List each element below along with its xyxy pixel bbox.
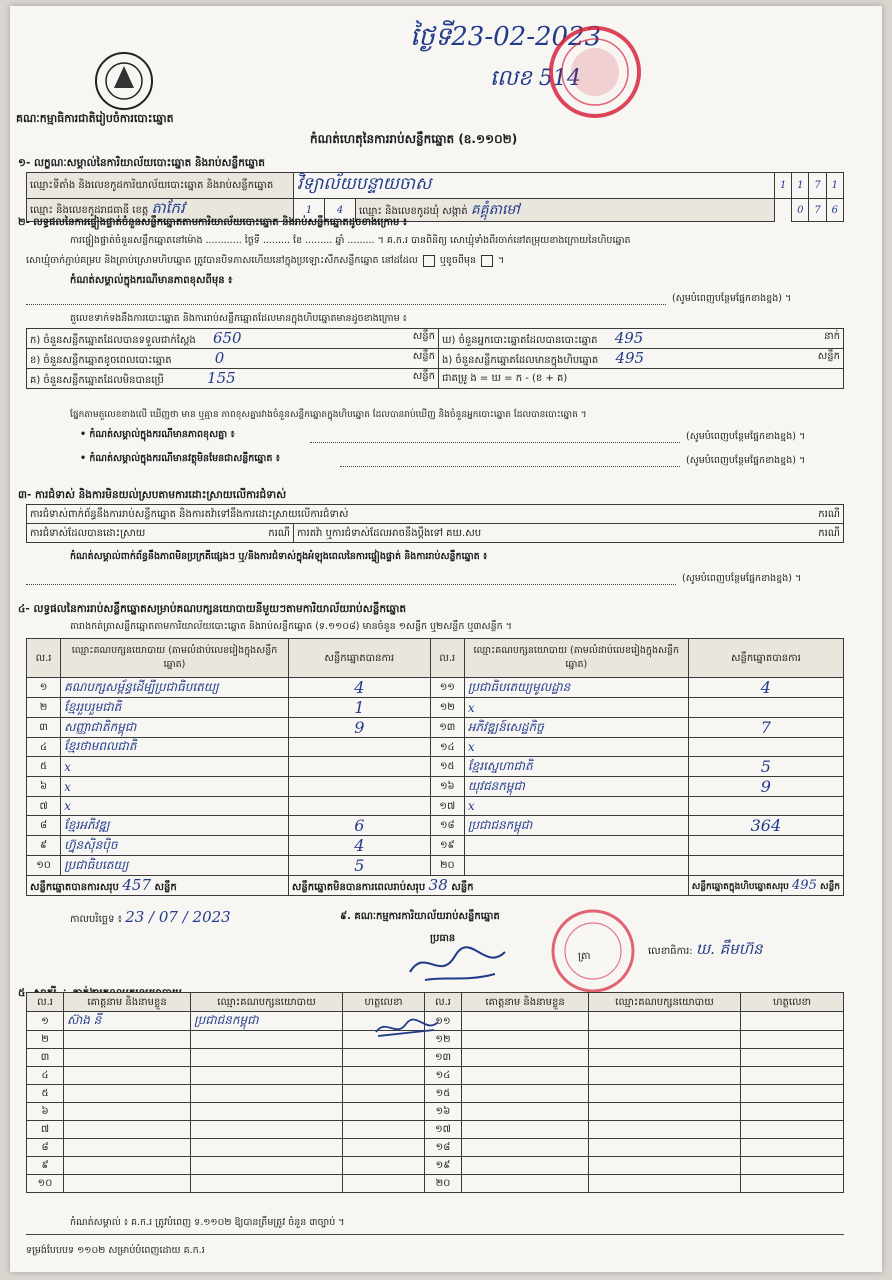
witness-party <box>191 1049 343 1067</box>
results-row <box>27 698 844 718</box>
party-name: ហ្វ៊ុនស៊ិនប៉ិច <box>61 836 289 856</box>
witness-party <box>191 1139 343 1157</box>
witness-party <box>191 1175 343 1193</box>
results-header-votes-2: សន្លឹកឆ្នោតបានការ <box>688 639 843 678</box>
party-name: គណបក្សសម្ព័ន្ធដើម្បីប្រជាធិបតេយ្យ <box>61 678 289 698</box>
figures-intro: តួលេខទាក់ទងនឹងការបោះឆ្នោត និងការរាប់សន្លឹកឆ្នោតដែលមានក្នុងហិបឆ្នោតមានដូចខាងក្រោម ៖ <box>70 313 407 324</box>
party-no: ១០ <box>27 856 61 876</box>
party-votes: 364 <box>688 816 843 836</box>
party-name: អភិវឌ្ឍន៍សេដ្ឋកិច្ច <box>464 718 688 738</box>
witness-row <box>27 1085 844 1103</box>
witness-name <box>462 1175 589 1193</box>
party-no: ៤ <box>27 738 61 757</box>
party-votes: 9 <box>288 718 430 738</box>
chair-signature <box>405 942 515 988</box>
results-row <box>27 856 844 876</box>
witness-party <box>191 1067 343 1085</box>
received-ballots-value: 650 <box>212 329 242 347</box>
witness-header-name: គោត្តនាម និងនាមខ្លួន <box>64 993 191 1012</box>
witness-sign <box>343 1175 425 1193</box>
witness-name <box>462 1031 589 1049</box>
verification-line-1: ការផ្ទៀងផ្ទាត់ចំនួនសន្លឹកឆ្នោតនៅម៉ោង ............ ថ្ងៃទី ......... ខែ ......... ឆ្នាំ ......... ។ គ.ក.រ បានពិនិត្យ សោឃ្មុំទាំងពីរចាក់នៅតម្រុយខាងក្រោយនៃហិបឆ្នោត <box>70 235 631 246</box>
objections-table <box>26 504 844 543</box>
witness-name <box>64 1049 191 1067</box>
witness-no: ៧ <box>27 1121 64 1139</box>
witness-name: ស៊ាង នី <box>64 1012 191 1031</box>
witness-sign <box>343 1121 425 1139</box>
party-no: ៣ <box>27 718 61 738</box>
party-no: ២ <box>27 698 61 718</box>
unused-ballots-value: 155 <box>207 369 236 387</box>
witness-name <box>64 1139 191 1157</box>
spoiled-ballots-label: ខ) ចំនួនសន្លឹកឆ្នោតខូចពេលបោះឆ្នោត <box>30 355 172 366</box>
party-name: ខ្មែររួបរួមជាតិ <box>61 698 289 718</box>
witness-name <box>462 1121 589 1139</box>
witness-row <box>27 1121 844 1139</box>
party-votes: 4 <box>288 678 430 698</box>
witness-party <box>589 1121 741 1139</box>
verification-line-2: សោឃ្មុំចាក់ភ្ជាប់គម្រប និងត្រាប់ស្រោមហិបឆ្នោត ត្រូវបានបិទភាសហើយនៅក្នុងប្រឡោះសឹកសន្លឹកឆ្នោត នៅដដែល ឬខូចពីមុន ។ <box>26 255 505 266</box>
witness-name <box>64 1157 191 1175</box>
party-no: ២០ <box>430 856 464 876</box>
witness-sign <box>741 1175 844 1193</box>
results-header-no-2: ល.រ <box>430 639 464 678</box>
witness-sign <box>741 1157 844 1175</box>
party-no: ៥ <box>27 757 61 777</box>
witness-no: ៣ <box>27 1049 64 1067</box>
total-valid-value: 457 <box>122 876 151 894</box>
party-votes: 6 <box>288 816 430 836</box>
results-header-party: ឈ្មោះគណបក្សនយោបាយ (តាមលំដាប់លេខរៀងក្នុងសន្លឹកឆ្នោត) <box>61 639 289 678</box>
witness-header-sign-2: ហត្ថលេខា <box>741 993 844 1012</box>
official-stamp <box>535 20 655 120</box>
witness-header-sign: ហត្ថលេខា <box>343 993 425 1012</box>
party-no: ៦ <box>27 777 61 797</box>
results-row <box>27 797 844 816</box>
results-row <box>27 738 844 757</box>
fill-note-3: (សូមបំពេញបន្ថែមផ្នែកខាងខ្នង) ។ <box>686 455 806 466</box>
party-votes: 7 <box>688 718 843 738</box>
party-no: ១១ <box>430 678 464 698</box>
witness-party <box>191 1121 343 1139</box>
results-row <box>27 718 844 738</box>
witness-sign <box>343 1157 425 1175</box>
form-page <box>10 6 882 1272</box>
location-name-value: វិទ្យាល័យបន្ទាយចាស <box>297 174 432 194</box>
witness-row <box>27 1139 844 1157</box>
unused-ballots-label: គ) ចំនួនសន្លឹកឆ្នោតដែលមិនបានប្រើ <box>30 375 164 386</box>
total-invalid: សន្លឹកឆ្នោតមិនបានការពេលរាប់សរុប 38 សន្លឹក <box>288 876 688 896</box>
witness-party: ប្រជាជនកម្ពុជា <box>191 1012 343 1031</box>
witness-name <box>462 1157 589 1175</box>
witness-row <box>27 1103 844 1121</box>
witness-party <box>589 1049 741 1067</box>
party-no: ១៥ <box>430 757 464 777</box>
witness-name <box>462 1012 589 1031</box>
province-code-1: 1 <box>294 199 325 222</box>
witness-row <box>27 1049 844 1067</box>
witness-party <box>589 1012 741 1031</box>
witness-no: ១១ <box>425 1012 462 1031</box>
party-no: ១៤ <box>430 738 464 757</box>
location-code-2: 1 <box>792 173 809 199</box>
witness-row <box>27 1067 844 1085</box>
party-no: ១ <box>27 678 61 698</box>
party-name <box>464 836 688 856</box>
ballots-in-box-label: ង) ចំនួនសន្លឹកឆ្នោតដែលមានក្នុងហិបឆ្នោត <box>442 355 599 366</box>
party-name: x <box>464 738 688 757</box>
witness-no: ៨ <box>27 1139 64 1157</box>
party-votes: 4 <box>288 836 430 856</box>
party-name: យុវជនកម្ពុជា <box>464 777 688 797</box>
tally-sheet-intro: តារាងកត់ត្រាសន្លឹកឆ្នោតតាមការិយាល័យបោះឆ្នោត និងរាប់សន្លឹកឆ្នោត (ទ.១១០៨) មានចំនួន ១សន្លឹក ឬ២សន្លឹក ឬ៣សន្លឹក ។ <box>70 621 512 632</box>
witness-sign <box>343 1067 425 1085</box>
section-1-title: ១- លក្ខណៈសម្គាល់នៃការិយាល័យបោះឆ្នោត និងរាប់សន្លឹកឆ្នោត <box>18 157 265 169</box>
bullet-discrepancy: • កំណត់សម្គាល់ក្នុងករណីមានភាពខុសគ្នា ៖ <box>80 429 235 440</box>
total-invalid-value: 38 <box>428 876 448 894</box>
party-votes <box>688 856 843 876</box>
witness-sign <box>343 1085 425 1103</box>
org-name: គណៈកម្មាធិការជាតិរៀបចំការបោះឆ្នោត <box>16 112 174 125</box>
witness-no: ១៨ <box>425 1139 462 1157</box>
results-row <box>27 777 844 797</box>
location-code-4: 1 <box>826 173 843 199</box>
witness-no: ១៤ <box>425 1067 462 1085</box>
party-votes: 5 <box>288 856 430 876</box>
province-code-2: 4 <box>325 199 356 222</box>
witness-name <box>462 1049 589 1067</box>
witness-no: ១៧ <box>425 1121 462 1139</box>
witness-sign <box>741 1139 844 1157</box>
witness-sign <box>741 1049 844 1067</box>
party-votes: 5 <box>688 757 843 777</box>
committee-label: ៩. គណៈកម្មការការិយាល័យរាប់សន្លឹកឆ្នោត <box>340 911 500 922</box>
ballots-in-box-value: 495 <box>615 349 645 367</box>
witness-header-party-2: ឈ្មោះគណបក្សនយោបាយ <box>589 993 741 1012</box>
stamp-label: ត្រា <box>578 951 591 962</box>
witness-no: ១០ <box>27 1175 64 1193</box>
party-name: x <box>61 797 289 816</box>
witness-name <box>462 1139 589 1157</box>
party-no: ១៣ <box>430 718 464 738</box>
party-name: x <box>464 797 688 816</box>
commune-value: គគ្គុំតាមៅ <box>470 201 520 218</box>
witness-party <box>191 1031 343 1049</box>
fill-note-4: (សូមបំពេញបន្ថែមផ្នែកខាងខ្នង) ។ <box>682 573 802 584</box>
party-votes <box>688 836 843 856</box>
results-row <box>27 836 844 856</box>
party-no: ១៧ <box>430 797 464 816</box>
party-no: ១៩ <box>430 836 464 856</box>
witness-name <box>64 1085 191 1103</box>
party-no: ១៨ <box>430 816 464 836</box>
party-no: ៨ <box>27 816 61 836</box>
witness-name <box>64 1067 191 1085</box>
nec-logo <box>88 48 160 114</box>
witness-sign <box>741 1067 844 1085</box>
party-name: x <box>61 777 289 797</box>
objection-row-1: ការជំទាស់ពាក់ព័ន្ធនឹងការរាប់សន្លឹកឆ្នោត និងការតវ៉ាទៅនឹងការដោះស្រាយលើការជំទាស់ ករណី <box>27 505 844 524</box>
voters-value: 495 <box>614 329 644 347</box>
broken-checkbox <box>481 255 493 267</box>
party-name: x <box>61 757 289 777</box>
party-votes <box>288 797 430 816</box>
handwritten-number: លេខ 514 <box>490 66 581 91</box>
witness-party <box>589 1031 741 1049</box>
form-title: កំណត់ហេតុនៃការរាប់សន្លឹកឆ្នោត (ឧ.១១០២) <box>310 132 518 146</box>
committee-stamp <box>548 906 638 996</box>
party-name: ខ្មែរស្នេហាជាតិ <box>464 757 688 777</box>
witness-no: ៩ <box>27 1157 64 1175</box>
witness-sign <box>343 1049 425 1067</box>
results-header-no: ល.រ <box>27 639 61 678</box>
witness-header-party: ឈ្មោះគណបក្សនយោបាយ <box>191 993 343 1012</box>
resolved-objection: ការជំទាស់ដែលបានដោះស្រាយ ករណី <box>27 524 294 543</box>
party-votes: 1 <box>288 698 430 718</box>
voters-label: ឃ) ចំនួនអ្នកបោះឆ្នោតដែលបានបោះឆ្នោត <box>442 335 598 346</box>
party-no: ៩ <box>27 836 61 856</box>
witness-party <box>589 1103 741 1121</box>
section-4-title: ៤- លទ្ធផលនៃការរាប់សន្លឹកឆ្នោតសម្រាប់គណបក្សនយោបាយនីមួយៗតាមការិយាល័យរាប់សន្លឹកឆ្នោត <box>18 603 407 615</box>
difference-note-label: កំណត់សម្គាល់ក្នុងករណីមានភាពខុសពីមុន ៖ <box>70 275 233 286</box>
witness-no: ១ <box>27 1012 64 1031</box>
witness-party <box>191 1103 343 1121</box>
witness-no: ៤ <box>27 1067 64 1085</box>
fill-note-1: (សូមបំពេញបន្ថែមផ្នែកខាងខ្នង) ។ <box>672 293 792 304</box>
commune-code-2: 7 <box>809 199 826 222</box>
section-3-title: ៣- ការជំទាស់ និងការមិនយល់ស្របតាមការដោះស្រាយលើការជំទាស់ <box>18 489 287 501</box>
party-votes <box>688 797 843 816</box>
witness-party <box>191 1085 343 1103</box>
party-name <box>464 856 688 876</box>
witness-sign <box>741 1031 844 1049</box>
date-value: 23 / 07 / 2023 <box>125 908 231 926</box>
bullet-non-ballot: • កំណត់សម្គាល់ក្នុងករណីមានវត្ថុមិនមែនជាសន្លឹកឆ្នោត ៖ <box>80 453 280 464</box>
witness-sign <box>741 1012 844 1031</box>
party-name: ប្រជាធិបតេយ្យ <box>61 856 289 876</box>
section-2-title: ២- លទ្ធផលនៃការផ្ទៀងផ្ទាត់ចំនួនសន្លឹកឆ្នោតតាមការិយាល័យបោះឆ្នោត និងរាប់សន្លឹកឆ្នោតដូចខាងក្រោម ៖ <box>18 217 408 228</box>
witness-name <box>64 1175 191 1193</box>
total-in-box-value: 495 <box>792 877 817 893</box>
witness-no: ២ <box>27 1031 64 1049</box>
total-valid: សន្លឹកឆ្នោតបានការសរុប 457 សន្លឹក <box>27 876 289 896</box>
witness-sign <box>741 1103 844 1121</box>
location-name-label: ឈ្មោះទីតាំង និងលេខកូដការិយាល័យបោះឆ្នោត និងរាប់សន្លឹកឆ្នោត <box>27 173 294 199</box>
witness-row <box>27 1157 844 1175</box>
party-votes <box>288 738 430 757</box>
witness-no: ២០ <box>425 1175 462 1193</box>
party-votes <box>688 738 843 757</box>
witness-party <box>589 1067 741 1085</box>
witness-no: ៥ <box>27 1085 64 1103</box>
witness-name <box>64 1031 191 1049</box>
witness-party <box>589 1175 741 1193</box>
witness-no: ១៦ <box>425 1103 462 1121</box>
commune-label: ឈ្មោះ និងលេខកូដឃុំ សង្កាត់ គគ្គុំតាមៅ <box>356 199 775 222</box>
witness-sign <box>741 1121 844 1139</box>
results-row <box>27 757 844 777</box>
results-header-votes: សន្លឹកឆ្នោតបានការ <box>288 639 430 678</box>
party-no: ១៦ <box>430 777 464 797</box>
form-note: កំណត់សម្គាល់ ៖ គ.ក.រ ត្រូវបំពេញ ទ.១១០២ ឱ្យបានត្រឹមត្រូវ ចំនួន ៣ច្បាប់ ។ <box>70 1217 345 1228</box>
witness-name <box>64 1103 191 1121</box>
witness-name <box>462 1103 589 1121</box>
party-votes: 9 <box>688 777 843 797</box>
witness-no: ៦ <box>27 1103 64 1121</box>
party-name: ប្រជាជនកម្ពុជា <box>464 816 688 836</box>
party-name: ខ្មែរថាមពលជាតិ <box>61 738 289 757</box>
witness-header-no-2: ល.រ <box>425 993 462 1012</box>
party-no: ១២ <box>430 698 464 718</box>
results-row <box>27 816 844 836</box>
party-votes <box>288 757 430 777</box>
party-name: ប្រជាធិបតេយ្យមូលដ្ឋាន <box>464 678 688 698</box>
commune-code-1: 0 <box>792 199 809 222</box>
party-votes: 4 <box>688 678 843 698</box>
witness-party <box>589 1157 741 1175</box>
irregularity-note: កំណត់សម្គាល់ពាក់ព័ន្ធនឹងភាពមិនប្រក្រតីផ្សេងៗ ឬ/និងការជំទាស់ក្នុងអំឡុងពេលនៃការផ្ទៀងផ្ទាត់ និងការរាប់សន្លឹកឆ្នោត ៖ <box>70 551 488 562</box>
location-code-1: 1 <box>775 173 792 199</box>
section-5-title: ៥- សាក្សី ÷ ភ្នាក់ងារគណបក្សនយោបាយ <box>18 987 182 999</box>
fill-note-2: (សូមបំពេញបន្ថែមផ្នែកខាងខ្នង) ។ <box>686 431 806 442</box>
party-votes <box>688 698 843 718</box>
province-value: តាកែវ <box>151 199 185 217</box>
witness-header-name-2: គោត្តនាម និងនាមខ្លួន <box>462 993 589 1012</box>
party-name: ខ្មែរអភិវឌ្ឍ <box>61 816 289 836</box>
witness-sign <box>741 1085 844 1103</box>
commune-code-3: 6 <box>826 199 843 222</box>
date-line: កាលបរិច្ឆេទ ៖ 23 / 07 / 2023 <box>70 908 231 926</box>
results-header-party-2: ឈ្មោះគណបក្សនយោបាយ (តាមលំដាប់លេខរៀងក្នុងសន្លឹកឆ្នោត) <box>464 639 688 678</box>
witness-name <box>64 1121 191 1139</box>
appeal-objection: ការតវ៉ា ឬការជំទាស់ដែលអាចនឹងប្តឹងទៅ គឃ.សប ករណី <box>294 524 844 543</box>
party-no: ៧ <box>27 797 61 816</box>
results-table <box>26 638 844 896</box>
secretary-line: លេខាធិការ: ឃ. គឹមហ៊ន <box>648 940 763 958</box>
witness-name <box>462 1085 589 1103</box>
formula: ជាគម្រូ ង = ឃ = ក - (ខ + គ) <box>439 369 844 389</box>
witness-party <box>589 1139 741 1157</box>
witness-header-no: ល.រ <box>27 993 64 1012</box>
witness-no: ១៥ <box>425 1085 462 1103</box>
location-table <box>26 172 844 222</box>
witness-no: ១៩ <box>425 1157 462 1175</box>
footer-label: ទម្រង់បែបបទ ១១០២ សម្រាប់បំពេញដោយ គ.ក.រ <box>26 1245 205 1256</box>
received-ballots-label: ក) ចំនួនសន្លឹកឆ្នោតដែលបានទទួលជាក់ស្តែង <box>30 335 196 346</box>
unchanged-checkbox <box>423 255 435 267</box>
party-votes <box>288 777 430 797</box>
party-name: x <box>464 698 688 718</box>
secretary-signature: ឃ. គឹមហ៊ន <box>695 940 763 958</box>
witness-signature <box>372 1016 442 1040</box>
spoiled-ballots-value: 0 <box>214 349 225 367</box>
chair-label: ប្រធាន <box>430 933 456 944</box>
ballot-figures-table: ក) ចំនួនសន្លឹកឆ្នោតដែលបានទទួលជាក់ស្តែង 650 សន្លឹក ឃ) ចំនួនអ្នកបោះឆ្នោតដែលបានបោះឆ្នោត 495 នាក់ ខ) ចំនួនសន្លឹកឆ្នោតខូចពេលបោះឆ្នោត 0 សន្លឹក ង) ចំនួនសន្លឹកឆ្នោតដែលមានក្នុងហិបឆ្នោត 495 សន្លឹក គ) ចំនួនសន្លឹកឆ្នោតដែលមិនបានប្រើ 155 សន្លឹក ជាគម្រូ ង = ឃ = ក - (ខ + គ) <box>26 328 844 389</box>
party-name: សញ្ញាជាតិកម្ពុជា <box>61 718 289 738</box>
witness-no: ១២ <box>425 1031 462 1049</box>
total-in-box: សន្លឹកឆ្នោតក្នុងហិបឆ្នោតសរុប 495 សន្លឹក <box>688 876 843 896</box>
witness-party <box>589 1085 741 1103</box>
witness-name <box>462 1067 589 1085</box>
witness-sign <box>343 1139 425 1157</box>
witness-no: ១៣ <box>425 1049 462 1067</box>
results-row <box>27 678 844 698</box>
handwritten-date: ថ្ងៃទី23-02-2023 <box>410 22 602 52</box>
witness-row <box>27 1175 844 1193</box>
witness-sign <box>343 1103 425 1121</box>
witness-party <box>191 1157 343 1175</box>
discrepancy-check: ផ្នែកតាមតួលេខខាងលើ ឃើញថា មាន ឬគ្មាន ភាពខុសគ្នារវាងចំនួនសន្លឹកឆ្នោតក្នុងហិបឆ្នោត ដែលបានរាប់ឃើញ និងចំនួនអ្នកបោះឆ្នោត ដែលបានបោះឆ្នោត ។ <box>70 410 587 420</box>
location-code-3: 7 <box>809 173 826 199</box>
province-label: ឈ្មោះ និងលេខកូដរាជធានី ខេត្ត តាកែវ <box>27 199 294 222</box>
